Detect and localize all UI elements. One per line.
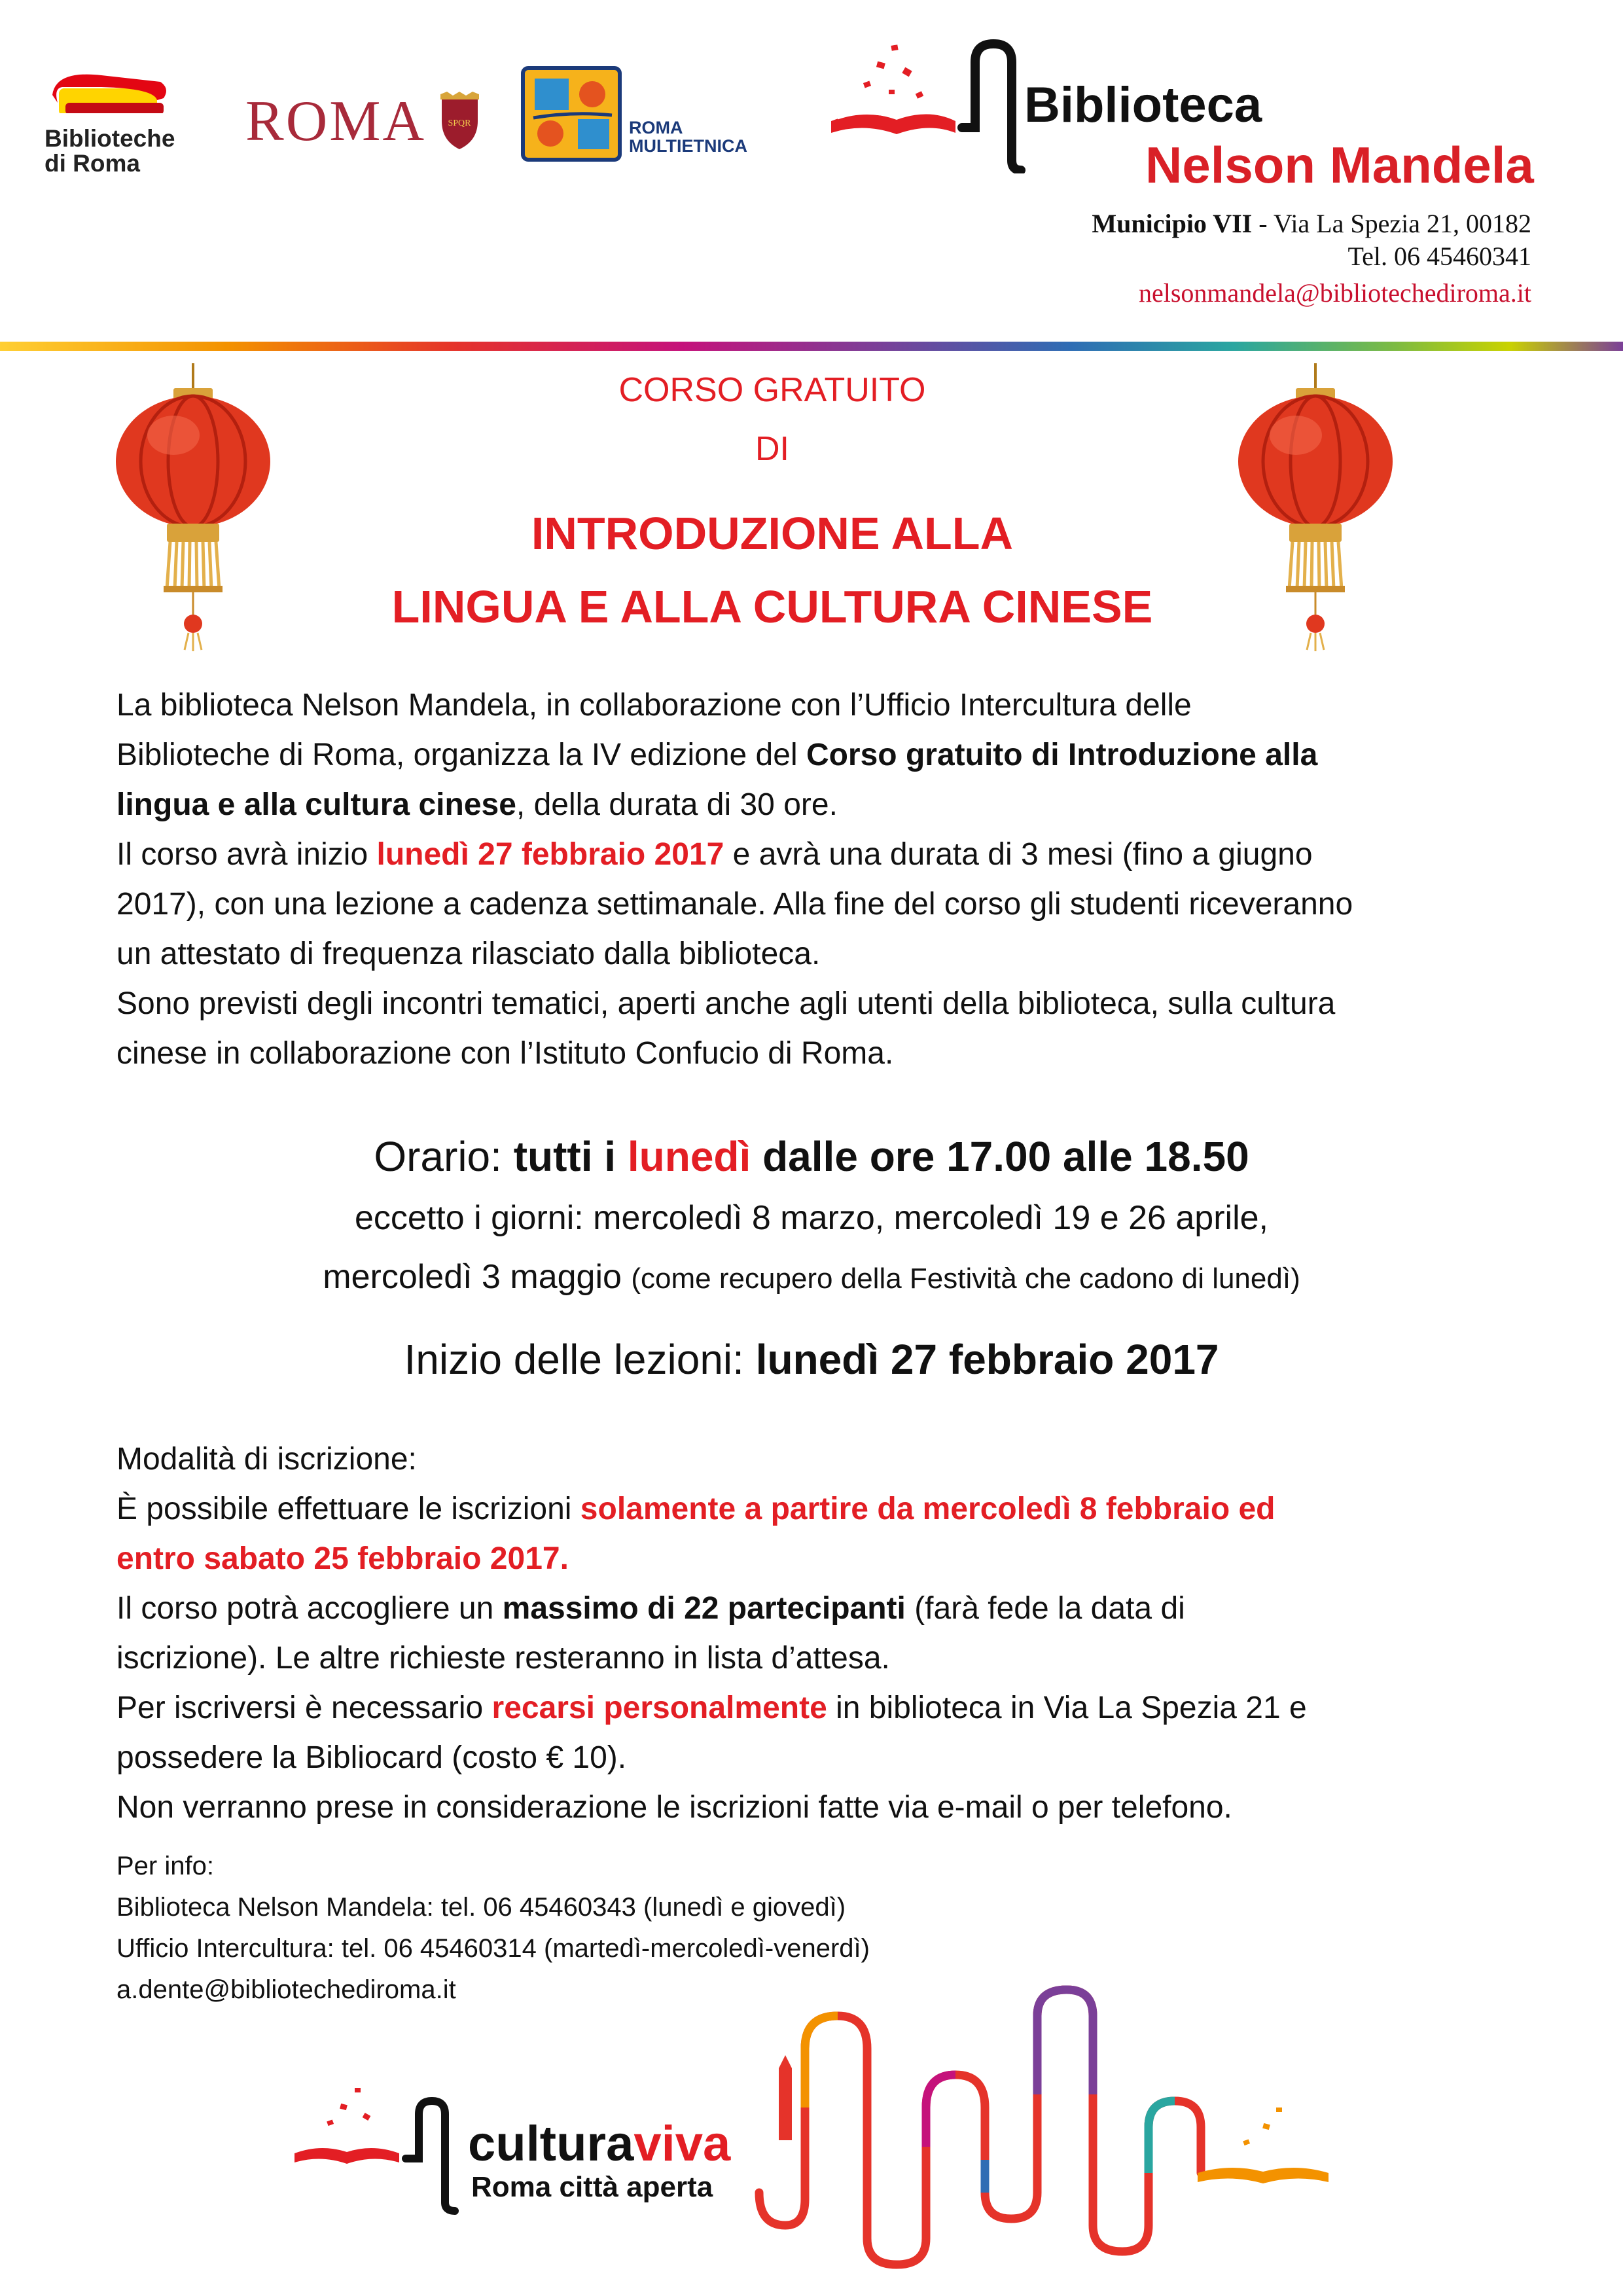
schedule-bold: tutti i <box>513 1133 628 1180</box>
schedule-label: Orario: <box>374 1133 514 1180</box>
body-line: 2017), con una lezione a cadenza settimanale. Alla fine del corso gli studenti riceveranno <box>116 887 1353 922</box>
body-line: cinese in collaborazione con l’Istituto Confucio di Roma. <box>116 1036 894 1071</box>
street-address: - Via La Spezia 21, 00182 <box>1252 209 1531 238</box>
library-name-line1: Biblioteca <box>1024 77 1262 133</box>
roma-wordmark: ROMA <box>245 90 427 153</box>
address-line <box>1092 211 1531 237</box>
schedule-line <box>0 1133 1623 1180</box>
registration-line <box>116 1484 1556 1534</box>
registration-dates: solamente a partire da mercoledì 8 febbraio ed <box>580 1492 1275 1526</box>
brand-part-1: cultura <box>468 2116 634 2172</box>
email-link[interactable]: nelsonmandela@bibliotechediroma.it <box>1139 278 1531 308</box>
registration-line <box>116 1534 1556 1584</box>
body-line: un attestato di frequenza rilasciato dalla biblioteca. <box>116 937 821 971</box>
biblioteca-nelson-mandela-logo <box>825 36 1558 206</box>
roma-multietnica-logo <box>520 65 782 164</box>
title-line-2: DI <box>755 430 789 468</box>
body-line <box>116 780 1530 830</box>
registration-text: È possibile effettuare le iscrizioni <box>116 1492 580 1526</box>
rainbow-divider <box>0 342 1623 351</box>
registration-line: Non verranno prese in considerazione le iscrizioni fatte via e-mail o per telefono. <box>116 1790 1232 1825</box>
registration-max: massimo di 22 partecipanti <box>502 1591 906 1626</box>
title-line-4: LINGUA E ALLA CULTURA CINESE <box>391 581 1153 632</box>
title-line-3: INTRODUZIONE ALLA <box>531 508 1014 559</box>
multietnica-line1: ROMA <box>629 118 683 137</box>
start-label: Inizio delle lezioni: <box>404 1336 756 1383</box>
culturaviva-wordmark <box>468 2116 731 2172</box>
body-line: La biblioteca Nelson Mandela, in collaborazione con l’Ufficio Intercultura delle <box>116 688 1192 723</box>
exceptions-text: mercoledì 3 maggio <box>323 1258 632 1296</box>
start-line <box>0 1336 1623 1383</box>
schedule-day: lunedì <box>627 1133 751 1180</box>
registration-line <box>116 1584 1556 1634</box>
info-line: Biblioteca Nelson Mandela: tel. 06 45460343 (lunedì e giovedì) <box>116 1893 846 1922</box>
roma-crest-icon <box>435 92 484 151</box>
body-bold: lingua e alla cultura cinese <box>116 787 516 822</box>
brand-part-2: viva <box>633 2116 731 2172</box>
culturaviva-logo <box>281 1977 1433 2278</box>
body-line: Sono previsti degli incontri tematici, aperti anche agli utenti della biblioteca, sulla cultura <box>116 986 1336 1021</box>
registration-text: in biblioteca in Via La Spezia 21 e <box>827 1691 1307 1725</box>
open-book-icon <box>825 36 1027 173</box>
culturaviva-tagline: Roma città aperta <box>471 2171 713 2203</box>
registration-text: . <box>560 1541 569 1576</box>
registration-text: Per iscriversi è necessario <box>116 1691 492 1725</box>
body-text: , della durata di 30 ore. <box>516 787 838 822</box>
exceptions-line: eccetto i giorni: mercoledì 8 marzo, mercoledì 19 e 26 aprile, <box>354 1199 1268 1237</box>
municipio-label: Municipio VII <box>1092 209 1253 238</box>
body-line <box>116 830 1530 880</box>
info-email-link[interactable]: a.dente@bibliotechediroma.it <box>116 1975 456 2004</box>
phone-line: Tel. 06 45460341 <box>1347 242 1531 271</box>
body-line <box>116 730 1530 780</box>
logo-text-line2: di Roma <box>45 150 140 177</box>
schedule-hours: dalle ore 17.00 alle 18.50 <box>751 1133 1249 1180</box>
body-text: Il corso avrà inizio <box>116 837 377 872</box>
registration-line: iscrizione). Le altre richieste resteranno in lista d’attesa. <box>116 1641 890 1676</box>
multietnica-icon <box>520 65 625 164</box>
body-text: Biblioteche di Roma, organizza la IV edizione del <box>116 738 806 772</box>
info-heading: Per info: <box>116 1852 214 1880</box>
body-bold: Corso gratuito di Introduzione alla <box>806 738 1318 772</box>
registration-text: (farà fede la data di <box>905 1591 1185 1626</box>
start-date-highlight: lunedì 27 febbraio 2017 <box>376 837 724 872</box>
exceptions-line <box>0 1260 1623 1294</box>
registration-line: possedere la Bibliocard (costo € 10). <box>116 1740 627 1775</box>
info-line: Ufficio Intercultura: tel. 06 45460314 (martedì-mercoledì-venerdì) <box>116 1934 870 1963</box>
body-text: e avrà una durata di 3 mesi (fino a giugno <box>724 837 1313 872</box>
registration-dates: entro sabato 25 febbraio 2017 <box>116 1541 560 1576</box>
registration-heading: Modalità di iscrizione: <box>116 1442 417 1477</box>
registration-in-person: recarsi personalmente <box>491 1691 827 1725</box>
svg-text:SPQR: SPQR <box>448 118 471 128</box>
registration-line <box>116 1683 1556 1733</box>
exceptions-note: (come recupero della Festività che cadono di lunedì) <box>631 1263 1300 1295</box>
title-line-1: CORSO GRATUITO <box>618 371 926 409</box>
start-date: lunedì 27 febbraio 2017 <box>755 1336 1219 1383</box>
library-name-line2: Nelson Mandela <box>1145 136 1534 194</box>
roma-logo <box>245 92 494 151</box>
books-icon <box>39 62 216 128</box>
description-body <box>116 681 1530 1079</box>
logo-text-line1: Biblioteche <box>45 125 175 152</box>
culturaviva-graphic-icon <box>281 1977 1433 2278</box>
registration-text: Il corso potrà accogliere un <box>116 1591 503 1626</box>
biblioteche-di-roma-logo <box>39 62 216 187</box>
multietnica-line2: MULTIETNICA <box>629 136 747 156</box>
registration-section <box>116 1435 1556 1833</box>
